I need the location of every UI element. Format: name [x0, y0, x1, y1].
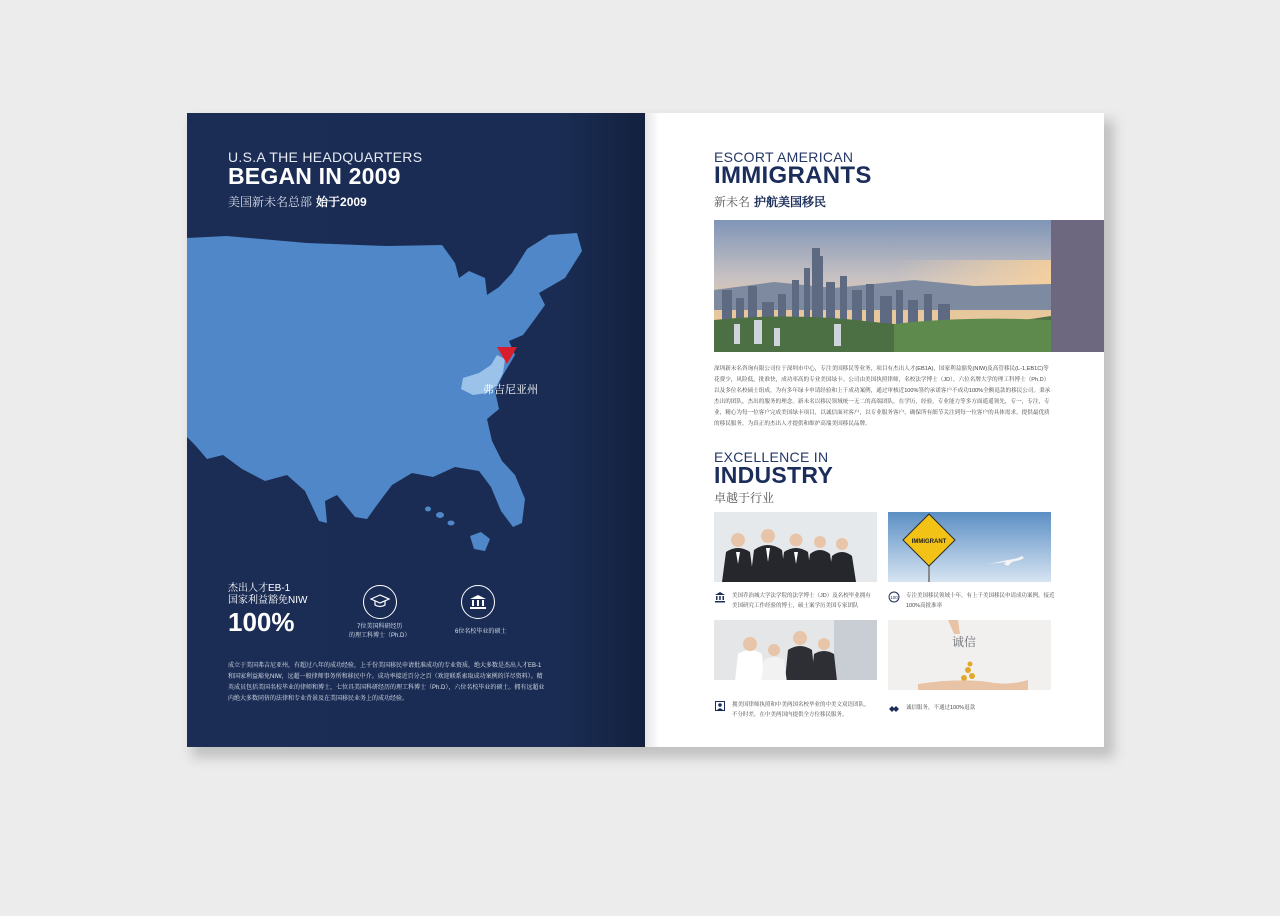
card1-caption — [714, 591, 871, 611]
card2-line2: 100%高批准率 — [906, 603, 943, 609]
right-page — [645, 113, 1104, 747]
page-gutter — [645, 113, 659, 747]
card4-text: 诚信服务，不通过100%退款 — [906, 705, 976, 711]
right-cn-light: 新未名 — [714, 195, 751, 209]
icon1-caption-line1: 7位美国科研经历 — [357, 624, 403, 630]
right-cn-bold: 护航美国移民 — [754, 195, 827, 209]
usa-map — [187, 223, 645, 573]
sign-text: IMMIGRANT — [911, 539, 947, 545]
card3-line1: 拥美国律师执照和中美两国名校毕业的中美文双语团队， — [732, 702, 870, 708]
card3-caption — [714, 700, 870, 720]
building-icon — [714, 591, 726, 603]
right-cn-heading — [714, 193, 826, 210]
hundred-percent-icon — [888, 591, 900, 603]
graduation-cap-icon — [363, 585, 397, 619]
icon2-caption: 6位名校毕业的硕士 — [455, 629, 507, 635]
right-title: IMMIGRANTS — [714, 162, 872, 189]
card2-caption — [888, 591, 1055, 611]
integrity-coins-photo — [888, 620, 1051, 690]
icon1-caption — [349, 623, 410, 641]
left-title: BEGAN IN 2009 — [228, 163, 401, 189]
handshake-icon — [888, 703, 900, 715]
map-label-virginia: 弗吉尼亚州 — [483, 384, 538, 396]
left-page — [187, 113, 645, 747]
right-subtitle: ESCORT AMERICAN — [714, 149, 854, 165]
stat-lines — [228, 583, 307, 607]
card1-line2: 美国研究工作经验的博士，硕士案学历美国专家团队 — [732, 603, 859, 609]
left-cn-heading — [228, 193, 367, 210]
right-cn-heading-2: 卓越于行业 — [714, 491, 775, 505]
left-cn-bold: 始于2009 — [316, 195, 367, 209]
left-paragraph: 成立于美国弗吉尼亚州，有超过八年的成功经验，上千份美国移民申请批准成功的专业资质，绝大多数是杰出人才EB-1和国家利益豁免NIW，远超一般律师事务所和移民中介。成功率接近百分之百（欢迎联系索取成功案例的详尽资料）。精英成员包括美国名校毕业的律师和博士，七位具美国科研经历的理工科博士（Ph.D），六位名校毕业的硕士。拥有远超业内绝大多数同侪的法律和专业背景及在美国移民业务上的成功经验。 — [228, 663, 545, 702]
business-team-photo — [714, 512, 877, 582]
city-skyline-photo — [714, 220, 1051, 352]
stat-line-2: 国家利益豁免NIW — [228, 595, 308, 606]
right-title-2: INDUSTRY — [714, 462, 834, 488]
stat-line-1: 杰出人才EB-1 — [228, 583, 291, 594]
purple-accent-bar — [1051, 220, 1104, 352]
icon1-caption-line2: 的理工科博士（Ph.D） — [349, 633, 411, 639]
svg-text:100: 100 — [890, 595, 898, 600]
lawyer-icon — [714, 700, 726, 712]
chengxin-text: 诚信 — [951, 635, 977, 649]
immigrant-sign-photo — [888, 512, 1051, 582]
left-cn-light: 美国新未名总部 — [228, 195, 313, 209]
card1-line1: 美国乔治城大学法学院的法学博士（JD）及名校毕业拥有 — [732, 593, 871, 599]
card4-caption — [888, 703, 975, 715]
card3-line2: 不分时差，在中美两国内提供全方位移民服务。 — [732, 712, 848, 718]
institution-icon — [461, 585, 495, 619]
right-paragraph: 深圳新未名咨询有限公司位于深圳市中心，专注美国移民等业务，项目有杰出人才(EB1A)，国家利益豁免(NIW)及高管移民(L-1,EB1C)等花费少，风险低，批准快，成功率高的专业美国绿卡。公司由美国执照律师，名校法学博士（JD），六位名牌大学的理工科博士（Ph.D）以及多位名校硕士组成，为有多年绿卡申请经验和上千成功案例，通过审核近100%签约承诺客户不成功100%全额退款的移民公司。秉承杰出的团队，杰出的服务的理念。新未名以移民领域统一无二的高端团队，在学历，经验，专业能力等多方面遥遥领先，专一，专注，专业，精心为每一位客户完成美国绿卡项目，以诚信面对客户，以专业服务客户，确保所有细节关注到每一位客户的具体需求，提供最优质的移民服务，为真正的杰出人才提供和维护高端美国移民品牌。 — [714, 366, 1051, 427]
right-subtitle-2: EXCELLENCE IN — [714, 449, 829, 465]
left-subtitle: U.S.A THE HEADQUARTERS — [228, 149, 423, 165]
stat-percent: 100% — [228, 607, 295, 637]
team-meeting-photo — [714, 620, 877, 690]
card2-line1: 专注美国移民领域十年，有上千美国移民申请成功案例，接近 — [906, 593, 1055, 599]
